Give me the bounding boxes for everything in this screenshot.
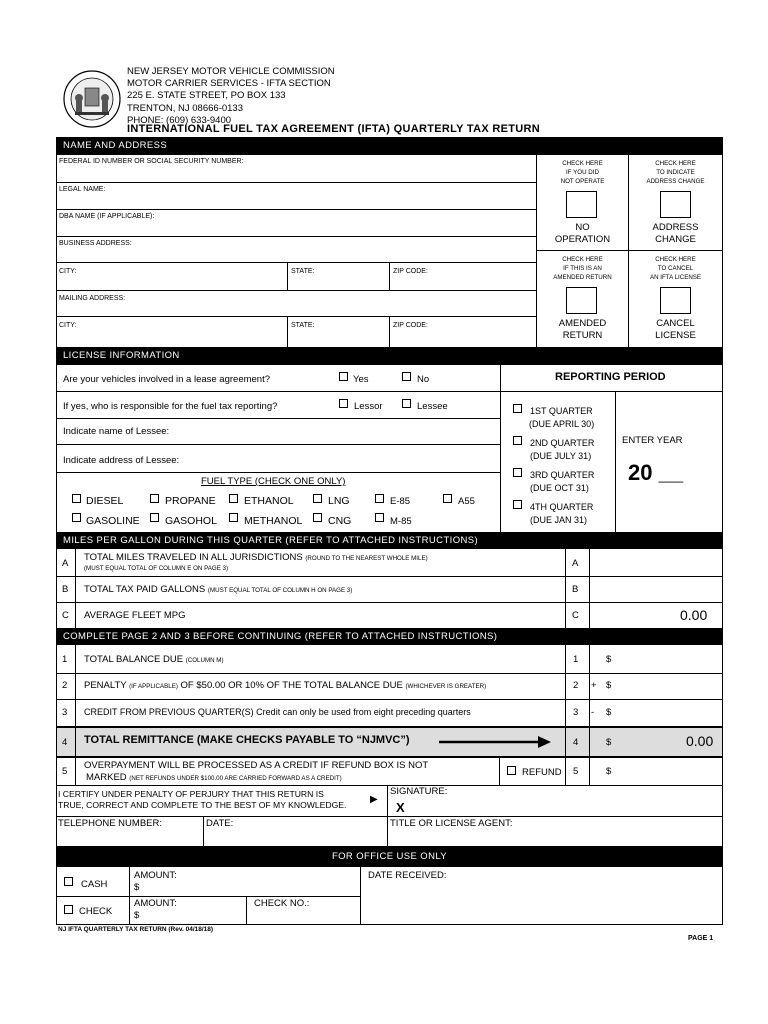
date-received-label: DATE RECEIVED: [368, 870, 447, 881]
m85-label: M-85 [390, 516, 412, 527]
label-line: NO [575, 222, 590, 233]
date-input[interactable] [206, 830, 385, 844]
cancel-hint [629, 255, 722, 282]
lng-checkbox[interactable] [313, 494, 322, 503]
q2-label [530, 437, 594, 463]
refund-label: REFUND [522, 767, 562, 778]
check-label: CHECK [79, 906, 113, 917]
name-address-header [56, 137, 723, 155]
city-label: CITY: [59, 268, 77, 275]
row-a-note: (ROUND TO THE NEAREST WHOLE MILE) [305, 555, 428, 562]
certification-line-1: I CERTIFY UNDER PENALTY OF PERJURY THAT THIS RETURN IS [58, 789, 324, 799]
methanol-checkbox[interactable] [229, 513, 238, 522]
signature-x: X [396, 800, 405, 815]
lease-no-checkbox[interactable] [402, 372, 411, 381]
form-revision: NJ IFTA QUARTERLY TAX RETURN (Rev. 04/18/18) [58, 926, 214, 933]
a55-label: A55 [458, 496, 475, 507]
row-1-code: 1 [573, 654, 579, 665]
signature-input[interactable] [410, 798, 718, 814]
federal-id-label: FEDERAL ID NUMBER OR SOCIAL SECURITY NUMBER: [59, 158, 244, 165]
q3-label [530, 469, 594, 495]
cash-amount-label: AMOUNT: [134, 870, 177, 881]
total-balance-input[interactable] [616, 648, 720, 671]
overpayment-input[interactable] [616, 759, 720, 783]
cancel-license-checkbox[interactable] [660, 287, 691, 314]
row-a-code: A [572, 558, 579, 569]
label-line: RETURN [562, 330, 603, 341]
row-c-letter: C [62, 610, 69, 621]
name-address-header-text: NAME AND ADDRESS [63, 140, 168, 151]
m85-checkbox[interactable] [375, 513, 384, 522]
fuel-type-heading: FUEL TYPE (CHECK ONE ONLY) [201, 476, 346, 487]
certification-line-2: TRUE, CORRECT AND COMPLETE TO THE BEST OF MY KNOWLEDGE. [58, 799, 347, 810]
row-1-number: 1 [62, 654, 68, 665]
e85-label: E-85 [390, 496, 411, 507]
enter-year-label: ENTER YEAR [622, 435, 683, 446]
state-label: STATE: [291, 268, 315, 275]
certification-text [58, 789, 346, 810]
legal-name-input[interactable] [57, 194, 535, 208]
row-2-note: (IF APPLICABLE) [129, 683, 178, 690]
hint-line: CHECK HERE [655, 160, 696, 167]
responsibility-question: If yes, who is responsible for the fuel tax reporting? [63, 401, 278, 412]
date-received-input[interactable] [368, 882, 718, 920]
row-b-note: (MUST EQUAL TOTAL OF COLUMN H ON PAGE 3) [207, 587, 353, 594]
license-header-text: LICENSE INFORMATION [63, 350, 180, 361]
lessee-address-input[interactable] [195, 449, 495, 469]
row-c-label: AVERAGE FLEET MPG [84, 610, 186, 621]
ethanol-label: ETHANOL [244, 495, 294, 507]
row-5-note: (NET REFUNDS UNDER $100.00 ARE CARRIED FORWARD AS A CREDIT) [129, 775, 342, 782]
amended-hint [537, 255, 628, 282]
e85-checkbox[interactable] [375, 494, 384, 503]
lessee-name-label: Indicate name of Lessee: [63, 426, 170, 437]
hint-line: TO INDICATE [656, 169, 695, 176]
lease-yes-checkbox[interactable] [339, 372, 348, 381]
q4-label [530, 501, 593, 527]
row-2-title: PENALTY [84, 680, 127, 691]
mpg-header-text: MILES PER GALLON DURING THIS QUARTER (REFER TO ATTACHED INSTRUCTIONS) [63, 535, 479, 546]
row-b-code: B [572, 584, 579, 595]
gasoline-checkbox[interactable] [72, 513, 81, 522]
q1-checkbox[interactable] [513, 404, 522, 413]
address-change-hint [629, 159, 722, 186]
row-2-number: 2 [62, 680, 68, 691]
q3-checkbox[interactable] [513, 468, 522, 477]
row-2-code: 2 [573, 680, 579, 691]
row-3-dollar: $ [606, 707, 612, 718]
agency-address [127, 66, 335, 127]
no-operation-hint [537, 159, 628, 186]
mailing-city-label: CITY: [59, 322, 77, 329]
q1-name: 1ST QUARTER [530, 406, 593, 416]
row-5-number: 5 [62, 766, 68, 777]
label-line: OPERATION [554, 234, 611, 245]
totals-header [56, 628, 723, 645]
lease-yes-label: Yes [353, 374, 369, 385]
q3-name: 3RD QUARTER [530, 470, 595, 480]
date-label: DATE: [206, 818, 234, 829]
gasohol-label: GASOHOL [165, 515, 217, 527]
row-2-note-2: (WHICHEVER IS GREATER) [405, 683, 487, 690]
row-2-sign: + [591, 680, 597, 691]
address-change-checkbox[interactable] [660, 191, 691, 218]
q1-due: (DUE APRIL 30) [529, 419, 595, 429]
cng-checkbox[interactable] [313, 513, 322, 522]
license-header [56, 347, 723, 365]
state-seal [63, 70, 121, 128]
credit-input[interactable] [616, 701, 720, 724]
address-change-label [629, 222, 722, 246]
total-miles-input[interactable] [591, 551, 720, 574]
lng-label: LNG [328, 495, 350, 507]
hint-line: CHECK HERE [562, 160, 603, 167]
row-4-label: TOTAL REMITTANCE (MAKE CHECKS PAYABLE TO “NJMVC”) [84, 734, 410, 746]
check-checkbox[interactable] [64, 905, 73, 914]
label-line: AMENDED [558, 318, 607, 329]
check-amount-dollar: $ [134, 910, 140, 921]
row-2-dollar: $ [606, 680, 612, 691]
no-operation-label [537, 222, 628, 246]
lessor-checkbox[interactable] [339, 399, 348, 408]
total-gallons-input[interactable] [591, 578, 720, 600]
lessee-address-label: Indicate address of Lessee: [63, 455, 180, 466]
mailing-address-label: MAILING ADDRESS: [59, 295, 126, 302]
row-3-number: 3 [62, 707, 68, 718]
row-a-label [84, 552, 428, 563]
row-1-note: (COLUMN M) [185, 657, 224, 664]
amended-return-checkbox[interactable] [566, 287, 597, 314]
cash-amount-dollar: $ [134, 882, 140, 893]
telephone-input[interactable] [58, 830, 201, 844]
telephone-label: TELEPHONE NUMBER: [58, 818, 162, 829]
office-use-header [56, 846, 723, 867]
cancel-license-label [629, 318, 722, 342]
year-input[interactable]: 20 __ [628, 460, 684, 485]
row-c-code: C [572, 610, 579, 621]
right-arrow-icon [439, 735, 552, 753]
hint-line: IF THIS IS AN [563, 265, 602, 272]
lessee-checkbox[interactable] [402, 399, 411, 408]
hint-line: AMENDED RETURN [553, 274, 612, 281]
row-b-label [84, 584, 352, 595]
title-agent-input[interactable] [390, 830, 720, 844]
mailing-zip-label: ZIP CODE: [393, 322, 428, 329]
row-a-title: TOTAL MILES TRAVELED IN ALL JURISDICTIONS [84, 552, 303, 563]
lessor-label: Lessor [354, 401, 383, 412]
dba-label: DBA NAME (IF APPLICABLE): [59, 213, 155, 220]
agency-street: 225 E. STATE STREET, PO BOX 133 [127, 90, 286, 102]
form-title: INTERNATIONAL FUEL TAX AGREEMENT (IFTA) QUARTERLY TAX RETURN [127, 123, 540, 135]
office-use-header-text: FOR OFFICE USE ONLY [331, 851, 448, 862]
average-mpg-value: 0.00 [680, 607, 708, 623]
mpg-header [56, 532, 723, 549]
row-2-title-2: OF $50.00 OR 10% OF THE TOTAL BALANCE DUE [180, 680, 403, 691]
label-line: CHANGE [655, 234, 696, 245]
mailing-state-label: STATE: [291, 322, 315, 329]
hint-line: CHECK HERE [655, 256, 696, 263]
q2-name: 2ND QUARTER [530, 438, 595, 448]
totals-header-text: COMPLETE PAGE 2 AND 3 BEFORE CONTINUING (REFER TO ATTACHED INSTRUCTIONS) [63, 631, 498, 642]
hint-line: ADDRESS CHANGE [646, 178, 705, 185]
q4-checkbox[interactable] [513, 500, 522, 509]
lessee-label: Lessee [417, 401, 448, 412]
title-agent-label: TITLE OR LICENSE AGENT: [390, 818, 513, 829]
row-3-label: CREDIT FROM PREVIOUS QUARTER(S) Credit can only be used from eight preceding quarters [84, 707, 471, 717]
a55-checkbox[interactable] [443, 494, 452, 503]
q2-due: (DUE JULY 31) [530, 451, 592, 461]
row-5-dollar: $ [606, 766, 612, 777]
amended-return-label [537, 318, 628, 342]
check-number-input[interactable] [250, 909, 357, 922]
row-1-label [84, 654, 224, 665]
ethanol-checkbox[interactable] [229, 494, 238, 503]
propane-checkbox[interactable] [150, 494, 159, 503]
check-amount-input[interactable] [142, 909, 242, 922]
agency-name: NEW JERSEY MOTOR VEHICLE COMMISSION [127, 66, 335, 77]
label-line: LICENSE [655, 330, 696, 341]
label-line: CANCEL [656, 318, 695, 329]
row-b-title: TOTAL TAX PAID GALLONS [84, 584, 206, 595]
row-4-number: 4 [62, 737, 68, 748]
row-a-note2: (MUST EQUAL TOTAL OF COLUMN E ON PAGE 3) [84, 565, 229, 572]
penalty-input[interactable] [616, 675, 720, 697]
row-b-letter: B [62, 584, 69, 595]
check-number-label: CHECK NO.: [254, 898, 310, 909]
diesel-label: DIESEL [86, 495, 124, 507]
q4-due: (DUE JAN 31) [530, 515, 588, 525]
cash-label: CASH [81, 879, 108, 890]
certify-arrow-icon: ▶ [370, 794, 378, 805]
refund-checkbox[interactable] [507, 766, 516, 775]
row-1-title: TOTAL BALANCE DUE [84, 654, 184, 665]
reporting-period-title: REPORTING PERIOD [555, 371, 666, 383]
gasohol-checkbox[interactable] [150, 513, 159, 522]
total-remittance-value: 0.00 [686, 733, 714, 749]
dba-input[interactable] [57, 221, 535, 235]
agency-city: TRENTON, NJ 08666-0133 [127, 102, 243, 114]
propane-label: PROPANE [165, 495, 216, 507]
check-amount-label: AMOUNT: [134, 898, 177, 909]
lease-question: Are your vehicles involved in a lease agreement? [63, 374, 271, 385]
row-1-dollar: $ [606, 654, 612, 665]
hint-line: IF YOU DID [566, 169, 599, 176]
row-2-label [84, 680, 486, 691]
cash-checkbox[interactable] [64, 877, 73, 886]
hint-line: TO CANCEL [657, 265, 694, 272]
business-address-input[interactable] [57, 248, 535, 261]
page-number: PAGE 1 [688, 935, 714, 942]
signature-label: SIGNATURE: [390, 786, 448, 797]
legal-name-label: LEGAL NAME: [59, 186, 106, 193]
row-4-code: 4 [573, 737, 579, 748]
row-3-sign: - [591, 707, 595, 718]
row-5-code: 5 [573, 766, 579, 777]
methanol-label: METHANOL [244, 515, 303, 527]
row-4-dollar: $ [606, 737, 612, 748]
hint-line: CHECK HERE [562, 256, 603, 263]
agency-phone: PHONE: (609) 633-9400 [127, 114, 232, 126]
row-a-letter: A [62, 558, 69, 569]
row-5-label: OVERPAYMENT WILL BE PROCESSED AS A CREDIT IF REFUND BOX IS NOT [84, 760, 429, 771]
row-3-code: 3 [573, 707, 579, 718]
federal-id-input[interactable] [57, 166, 535, 181]
q1-label [530, 405, 594, 431]
label-line: ADDRESS [652, 222, 699, 233]
row-5-label-2 [84, 772, 342, 783]
cash-amount-input[interactable] [142, 881, 357, 894]
q4-name: 4TH QUARTER [530, 502, 594, 512]
business-address-label: BUSINESS ADDRESS: [59, 240, 132, 247]
q3-due: (DUE OCT 31) [530, 483, 589, 493]
lease-no-label: No [417, 374, 430, 385]
hint-line: NOT OPERATE [560, 178, 605, 185]
hint-line: AN IFTA LICENSE [649, 274, 702, 281]
cng-label: CNG [328, 515, 352, 527]
row-5-marked: MARKED [86, 772, 127, 783]
lessee-name-input[interactable] [190, 421, 495, 441]
agency-section: MOTOR CARRIER SERVICES - IFTA SECTION [127, 78, 331, 90]
zip-label: ZIP CODE: [393, 268, 428, 275]
gasoline-label: GASOLINE [86, 515, 140, 527]
no-operation-checkbox[interactable] [566, 191, 597, 218]
diesel-checkbox[interactable] [72, 494, 81, 503]
q2-checkbox[interactable] [513, 436, 522, 445]
